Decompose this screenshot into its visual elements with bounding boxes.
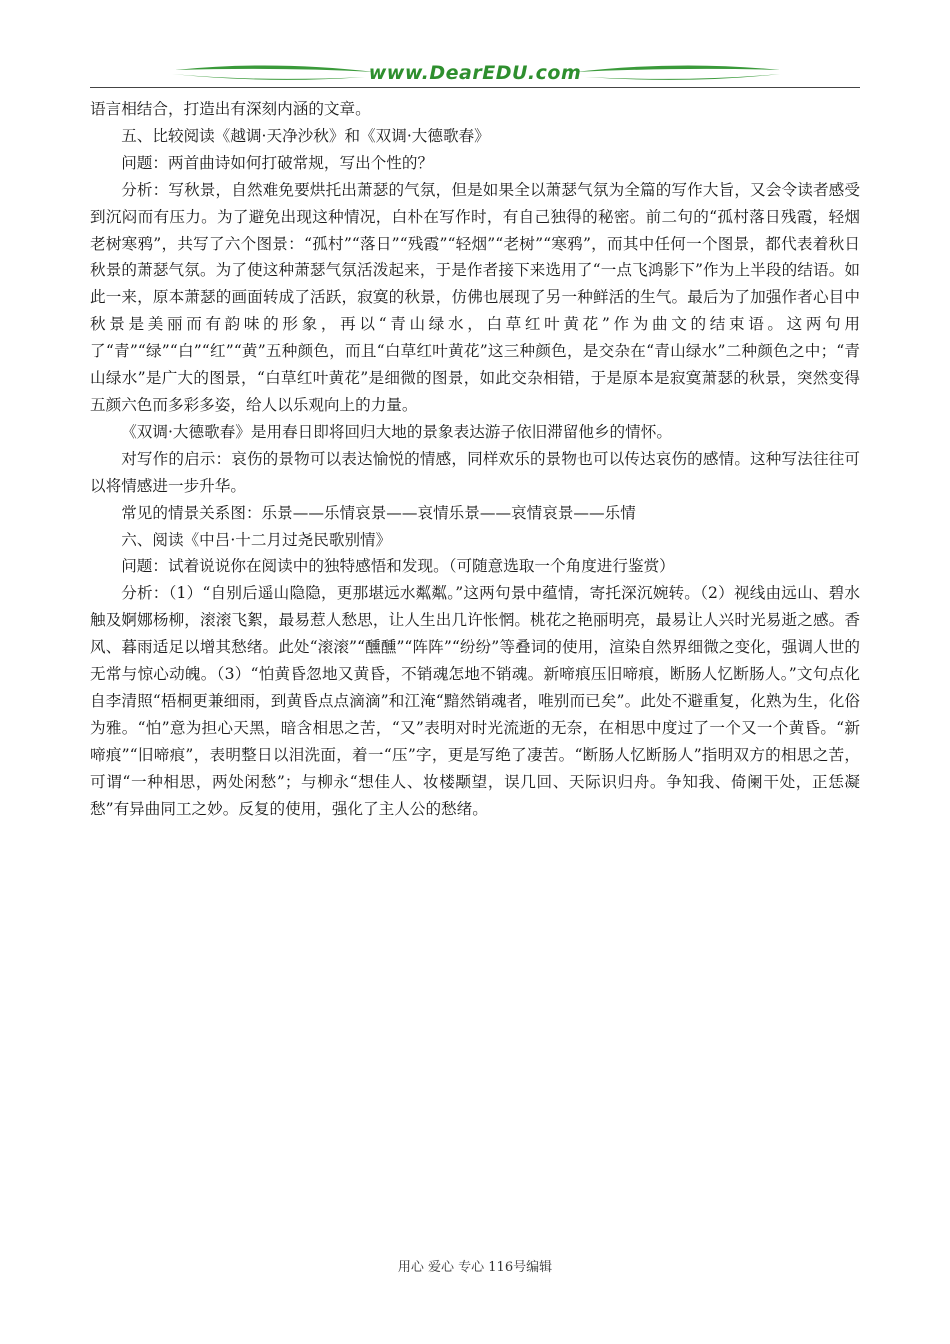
- analysis-paragraph: 分析：（1）“自别后遥山隐隐，更那堪远水粼粼。”这两句景中蕴情，寄托深沉婉转。（2）视线由远山、碧水触及婀娜杨柳，滚滚飞絮，最易惹人愁思，让人生出几许怅惘。桃花之艳丽明亮，最易让人兴时光易逝之感。香风、暮雨适足以增其愁绪。此处“滚滚”“醺醺”“阵阵”“纷纷”等叠词的使用，渲染自然界细微之变化，强调人世的无常与惊心动魄。（3）“怕黄昏忽地又黄昏，不销魂怎地不销魂。新啼痕压旧啼痕，断肠人忆断肠人。”文句点化自李清照“梧桐更兼细雨，到黄昏点点滴滴”和江淹“黯然销魂者，唯别而已矣”。此处不避重复，化熟为生，化俗为雅。“怕”意为担心天黑，暗含相思之苦，“又”表明对时光流逝的无奈，在相思中度过了一个又一个黄昏。“新啼痕”“旧啼痕”，表明整日以泪洗面，着一“压”字，更是写绝了凄苦。“断肠人忆断肠人”指明双方的相思之苦，可谓“一种相思，两处闲愁”；与柳永“想佳人、妆楼颙望，误几回、天际识归舟。争知我、倚阑干处，正恁凝愁”有异曲同工之妙。反复的使用，强化了主人公的愁绪。: [90, 584, 860, 818]
- question: 问题：两首曲诗如何打破常规，写出个性的？: [121, 153, 434, 172]
- paragraph: 语言相结合，打造出有深刻内涵的文章。: [90, 100, 371, 118]
- paragraph: 《双调·大德歌春》是用春日即将回归大地的景象表达游子依旧滞留他乡的情怀。: [121, 422, 672, 441]
- page-footer: 用心 爱心 专心 116号编辑: [397, 1260, 553, 1275]
- paragraph: 对写作的启示：哀伤的景物可以表达愉悦的情感，同样欢乐的景物也可以传达哀伤的感情。这种写法往往可以将情感进一步升华。: [90, 449, 860, 495]
- analysis-paragraph: 分析：写秋景，自然难免要烘托出萧瑟的气氛，但是如果全以萧瑟气氛为全篇的写作大旨，又会令读者感受到沉闷而有压力。为了避免出现这种情况，白朴在写作时，有自己独得的秘密。前二句的“孤村落日残霞，轻烟老树寒鸦”，共写了六个图景：“孤村”“落日”“残霞”“轻烟”“老树”“寒鸦”，而其中任何一个图景，都代表着秋日秋景的萧瑟气氛。为了使这种萧瑟气氛活泼起来，于是作者接下来选用了“一点飞鸿影下”作为上半段的结语。如此一来，原本萧瑟的画面转成了活跃，寂寞的秋景，仿佛也展现了另一种鲜活的生气。最后为了加强作者心目中秋景是美丽而有韵味的形象，再以“青山绿水，白草红叶黄花”作为曲文的结束语。这两句用了“青”“绿”“白”“红”“黄”五种颜色，而且“白草红叶黄花”这三种颜色，是交杂在“青山绿水”二种颜色之中；“青山绿水”是广大的图景，“白草红叶黄花”是细微的图景，如此交杂相错，于是原本是寂寞萧瑟的秋景，突然变得五颜六色而多彩多姿，给人以乐观向上的力量。: [90, 180, 860, 414]
- document-body: [90, 96, 860, 822]
- section-heading: 六、阅读《中吕·十二月过尧民歌别情》: [121, 530, 392, 549]
- site-brand: www.DearEDU.com: [368, 62, 582, 84]
- paragraph: 常见的情景关系图：乐景——乐情哀景——哀情乐景——哀情哀景——乐情: [121, 503, 636, 522]
- section-heading: 五、比较阅读《越调·天净沙秋》和《双调·大德歌春》: [121, 126, 490, 145]
- question: 问题：试着说说你在阅读中的独特感悟和发现。（可随意选取一个角度进行鉴赏）: [121, 557, 675, 576]
- header-rule: [90, 87, 860, 88]
